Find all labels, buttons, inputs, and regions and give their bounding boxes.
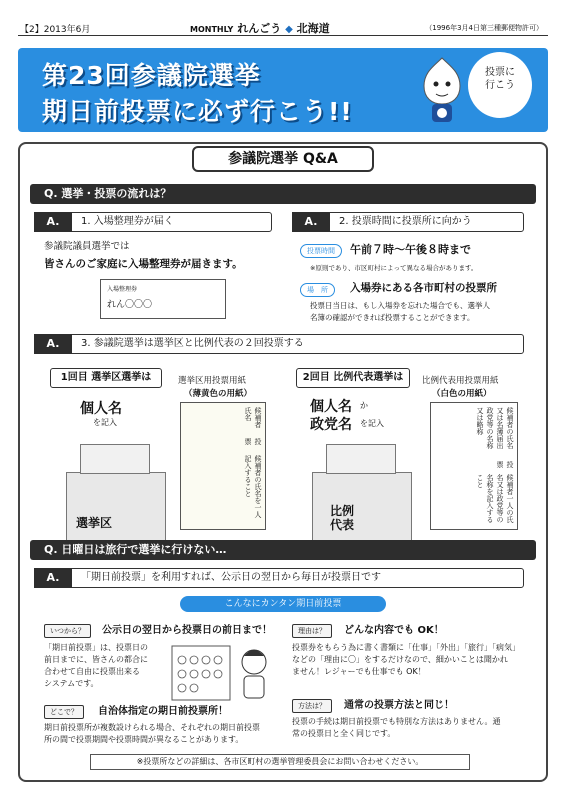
answer-1-desc2: 皆さんのご家庭に入場整理券が届きます。 xyxy=(44,258,243,270)
proportional-tab: 2回目 比例代表選挙は xyxy=(296,368,410,388)
bubble-text: 投票に行こう xyxy=(485,67,515,91)
voting-hours: 午前７時～午後８時まで xyxy=(350,243,471,256)
reason-body xyxy=(292,642,520,678)
banner-title-line2: 期日前投票に必ず行こう!! xyxy=(42,97,353,126)
constituency-write-small: を記入 xyxy=(93,418,117,427)
place-note-line1: 投票日当日は、もし入場券を忘れた場合でも、選挙人 xyxy=(310,301,490,310)
proportional-paper-color: （白色の用紙） xyxy=(432,389,492,399)
question-2: Q. 日曜日は旅行で選挙に行けない… xyxy=(30,540,536,560)
postal-registration: （1996年3月4日第三種郵便物許可） xyxy=(425,24,543,32)
method-line: 投票の手続は期日前投票でも特別な方法はありません。通 xyxy=(292,717,501,726)
mascot-icon xyxy=(420,56,464,126)
answer-tag: A. xyxy=(34,212,72,232)
where-label: どこで？ xyxy=(44,705,84,719)
place-note xyxy=(310,300,490,324)
ticket-name: れん〇〇〇 xyxy=(107,300,153,310)
proportional-ballot xyxy=(430,402,518,530)
where-line: 期日前投票所が複数設けられる場合、それぞれの期日前投票 xyxy=(44,723,260,732)
ticket-title: 入場整理券 xyxy=(107,286,138,293)
ballot-slot-lid xyxy=(80,444,150,474)
place-note-line2: 名簿の確認ができれば投票することができます。 xyxy=(310,313,475,322)
reason-line: などの「理由に〇」をするだけなので、細かいことは聞かれ xyxy=(292,655,508,664)
method-label: 方法は？ xyxy=(292,699,332,713)
answer-tag: A. xyxy=(34,568,72,588)
diamond-icon: ◆ xyxy=(285,24,293,35)
proportional-write-big1: 個人名 xyxy=(310,399,352,415)
method-heading: 通常の投票方法と同じ！ xyxy=(344,700,454,711)
qa-title: 参議院選挙 Q&A xyxy=(192,146,374,172)
masthead-monthly: MONTHLY xyxy=(190,25,234,34)
constituency-tab: 1回目 選挙区選挙は xyxy=(50,368,162,388)
proportional-box-label: 比例代表 xyxy=(330,504,355,532)
proportional-write-big2: 政党名 xyxy=(310,417,352,433)
method-line: 常の投票日と全く同じです。 xyxy=(292,729,396,738)
where-heading: 自治体指定の期日前投票所！ xyxy=(98,706,228,717)
where-body xyxy=(44,722,260,746)
ballot-caption: 投票 xyxy=(244,438,262,446)
answer-4-bar xyxy=(34,568,524,588)
answer-4-text: 「期日前投票」を利用すれば、公示日の翌日から毎日が投票日です xyxy=(81,572,381,583)
calendar-illustration-icon xyxy=(170,640,276,702)
when-heading: 公示日の翌日から投票日の前日まで！ xyxy=(102,625,272,636)
ballot-caption: 候補者の氏名又は名簿届出政党等の名称又は略称 xyxy=(476,407,514,449)
reason-line: 投票券をもらう為に書く書類に「仕事」「外出」「旅行」「病気」 xyxy=(292,643,520,652)
answer-1-bar xyxy=(34,212,272,232)
method-body xyxy=(292,716,500,740)
proportional-write-small: を記入 xyxy=(360,419,384,428)
ballot-caption: 候補者の氏名を一人記入すること xyxy=(244,455,262,519)
answer-tag: A. xyxy=(34,334,72,354)
constituency-ballot xyxy=(180,402,266,530)
speech-bubble xyxy=(468,52,532,118)
when-line: 前日までに、皆さんの都合に xyxy=(44,655,148,664)
where-line: 所の間で投票期間や投票時間が異なることがあります。 xyxy=(44,735,244,744)
question-1: Q. 選挙・投票の流れは？ xyxy=(30,184,536,204)
proportional-paper-title: 比例代表用投票用紙 xyxy=(422,376,499,386)
reason-heading: どんな内容でも OK！ xyxy=(344,625,444,636)
answer-3-bar xyxy=(34,334,524,354)
when-label: いつから？ xyxy=(44,624,91,638)
ballot-caption: 候補者一人の氏名又は政党等の名称を記入すること xyxy=(476,474,514,524)
page-number: 【2】2013年6月 xyxy=(20,25,91,35)
constituency-box-label: 選挙区 xyxy=(76,516,113,530)
masthead-logo xyxy=(190,20,330,36)
reason-label: 理由は？ xyxy=(292,624,332,638)
masthead-region: 北海道 xyxy=(296,22,330,35)
answer-3-text: 3. 参議院選挙は選挙区と比例代表の２回投票する xyxy=(81,338,304,349)
constituency-paper-title: 選挙区用投票用紙 xyxy=(178,376,247,386)
answer-1-text: 1. 入場整理券が届く xyxy=(81,216,174,227)
answer-tag: A. xyxy=(292,212,330,232)
masthead-name: れんごう xyxy=(237,22,282,35)
place-label: 場 所 xyxy=(300,283,335,297)
time-label: 投票時間 xyxy=(300,244,342,258)
constituency-paper-color: （薄黄色の用紙） xyxy=(184,389,253,399)
when-line: 「期日前投票」は、投票日の xyxy=(44,643,148,652)
when-line: 合わせて自由に投票出来る xyxy=(44,667,140,676)
ballot-box-constituency xyxy=(66,472,166,544)
header-rule xyxy=(18,35,548,36)
admission-ticket xyxy=(100,279,226,319)
early-voting-heading: こんなにカンタン期日前投票 xyxy=(180,596,386,612)
reason-line: ません！レジャーでも仕事でも OK！ xyxy=(292,667,426,676)
voting-place: 入場券にある各市町村の投票所 xyxy=(350,282,497,294)
ballot-caption: 投票 xyxy=(496,461,514,469)
banner-title-line1: 第23回参議院選挙 xyxy=(42,61,261,90)
when-line: システムです。 xyxy=(44,679,99,688)
answer-2-bar xyxy=(292,212,524,232)
proportional-or: か xyxy=(360,401,368,410)
when-body xyxy=(44,642,148,690)
answer-1-desc1: 参議院議員選挙では xyxy=(44,241,130,252)
ballot-box-proportional xyxy=(312,472,412,544)
voting-hours-note: ※原則であり、市区町村によって異なる場合があります。 xyxy=(310,264,478,272)
ballot-slot-lid xyxy=(326,444,396,474)
answer-2-text: 2. 投票時間に投票所に向かう xyxy=(339,216,472,227)
constituency-write-big: 個人名 xyxy=(80,401,122,417)
ballot-caption: 候補者氏名 xyxy=(244,407,262,428)
footer-note: ※投票所などの詳細は、各市区町村の選挙管理委員会にお問い合わせください。 xyxy=(90,754,470,770)
